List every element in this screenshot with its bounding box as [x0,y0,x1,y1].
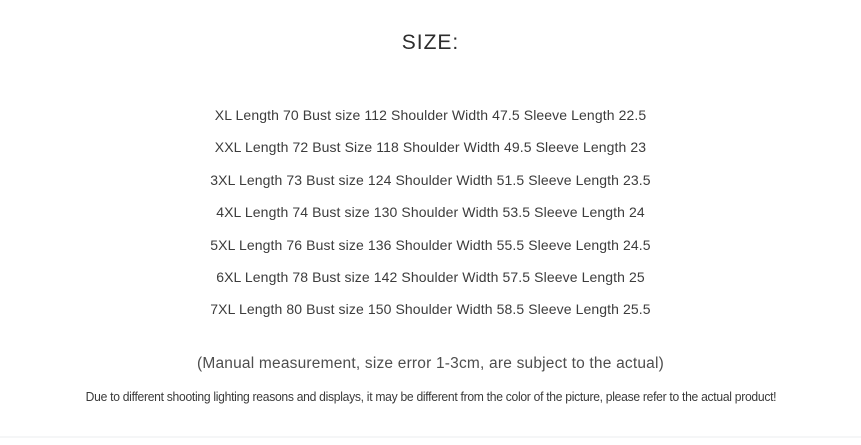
size-line-3xl: 3XL Length 73 Bust size 124 Shoulder Width 51.5 Sleeve Length 23.5 [210,171,651,188]
bottom-divider [0,436,861,438]
size-chart-list [210,99,650,326]
size-section-title: SIZE: [401,31,460,54]
size-line-7xl: 7XL Length 80 Bust size 150 Shoulder Width 58.5 Sleeve Length 25.5 [210,301,651,318]
size-line-xxl: XXL Length 72 Bust Size 118 Shoulder Width 49.5 Sleeve Length 23 [214,139,647,156]
measurement-note: (Manual measurement, size error 1-3cm, are subject to the actual) [197,354,664,372]
size-line-6xl: 6XL Length 78 Bust size 142 Shoulder Width 57.5 Sleeve Length 25 [216,269,645,286]
color-disclaimer-note: Due to different shooting lighting reasons and displays, it may be different from the color of the picture, please refer to the actual product! [85,389,776,404]
size-line-4xl: 4XL Length 74 Bust size 130 Shoulder Width 53.5 Sleeve Length 24 [216,204,645,221]
size-line-5xl: 5XL Length 76 Bust size 136 Shoulder Width 55.5 Sleeve Length 24.5 [210,236,651,253]
size-line-xl: XL Length 70 Bust size 112 Shoulder Width 47.5 Sleeve Length 22.5 [214,107,647,123]
